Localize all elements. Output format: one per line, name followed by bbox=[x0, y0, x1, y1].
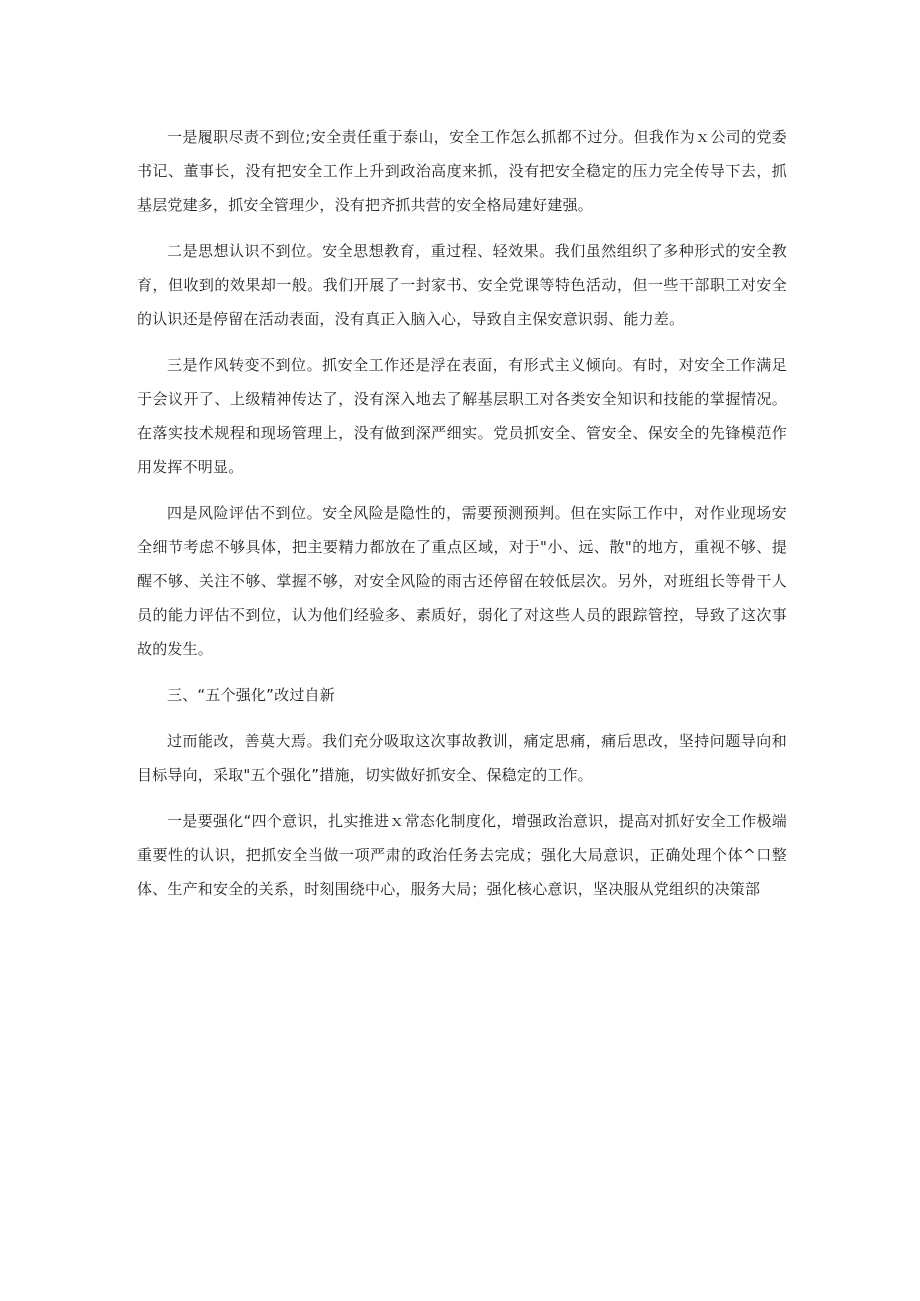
section-heading: 三、“五个强化”改过自新 bbox=[167, 686, 335, 704]
paragraph-four-awareness: 一是要强化“四个意识，扎实推进ｘ常态化制度化，增强政治意识，提高对抓好安全工作极端重要性的认识，把抓安全当做一项严肃的政治任务去完成；强化大局意识，正确处理个体^口整体、生产和安全的关系，时刻围绕中心，服务大局；强化核心意识，坚决服从党组织的决策部 bbox=[137, 812, 787, 898]
paragraph-correction-intro: 过而能改，善莫大焉。我们充分吸取这次事故教训，痛定思痛，痛后思改，坚持问题导向和目标导向，采取"五个强化”措施，切实做好抓安全、保稳定的工作。 bbox=[137, 732, 787, 784]
document-body bbox=[137, 120, 787, 918]
paragraph-performance-duty: 一是履职尽责不到位;安全责任重于泰山，安全工作怎么抓都不过分。但我作为ｘ公司的党委书记、董事长，没有把安全工作上升到政治高度来抓，没有把安全稳定的压力完全传导下去，抓基层党建多，抓安全管理少，没有把齐抓共营的安全格局建好建强。 bbox=[137, 128, 787, 214]
paragraph-ideological-awareness: 二是思想认识不到位。安全思想教育，重过程、轻效果。我们虽然组织了多种形式的安全教育，但收到的效果却一般。我们开展了一封家书、安全党课等特色活动，但一些干部职工对安全的认识还是停留在活动表面，没有真正入脑入心，导致自主保安意识弱、能力差。 bbox=[137, 242, 787, 328]
paragraph-risk-assessment: 四是风险评估不到位。安全风险是隐性的，需要预测预判。但在实际工作中，对作业现场安全细节考虑不够具体，把主要精力都放在了重点区域，对于"小、远、散"的地方，重视不够、提醒不够、关注不够、掌握不够，对安全风险的雨古还停留在较低层次。另外，对班组长等骨干人员的能力评估不到位，认为他们经验多、素质好，弱化了对这些人员的跟踪管控，导致了这次事故的发生。 bbox=[137, 504, 787, 658]
paragraph-work-style: 三是作风转变不到位。抓安全工作还是浮在表面，有形式主义倾向。有时，对安全工作满足于会议开了、上级精神传达了，没有深入地去了解基层职工对各类安全知识和技能的掌握情况。在落实技术规程和现场管理上，没有做到深严细实。党员抓安全、管安全、保安全的先锋模范作用发挥不明显。 bbox=[137, 356, 787, 476]
